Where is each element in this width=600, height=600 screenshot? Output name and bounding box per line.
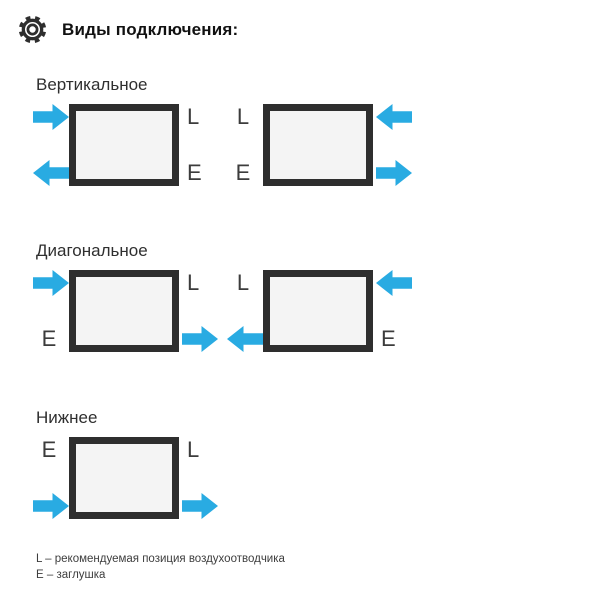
arrow-right-icon [182,326,218,352]
corner-bottom-left [29,326,69,352]
corner-bottom-right [373,326,413,352]
radiator-diagram-bottom [29,437,219,519]
arrow-right-icon [182,493,218,519]
corner-top-left [223,104,263,130]
legend [36,551,285,583]
arrow-left-icon [33,160,69,186]
corner-top-left [29,270,69,296]
arrow-left-icon [227,326,263,352]
radiator-body [69,104,179,186]
arrow-right-icon [376,160,412,186]
arrow-right-icon [33,270,69,296]
corner-bottom-left [29,160,69,186]
legend-line-air-vent: L – рекомендуемая позиция воздухоотводчика [36,553,285,565]
page-title: Виды подключения: [62,19,239,39]
arrow-right-icon [33,104,69,130]
corner-bottom-left [223,326,263,352]
plug-label: E [187,160,202,185]
radiator-diagram-diagonal-left [29,270,219,352]
radiator-body [69,270,179,352]
corner-bottom-right [179,493,219,519]
plug-label: E [235,160,251,185]
corner-top-left [223,270,263,296]
section-row-bottom [29,437,219,519]
corner-top-left [29,437,69,463]
radiator-diagram-vertical-left [29,104,219,186]
radiator-body [263,104,373,186]
corner-top-right [179,104,219,130]
corner-bottom-left [223,160,263,186]
gear-icon [16,13,49,46]
diagram-left-side [29,104,69,186]
corner-bottom-left [29,493,69,519]
corner-top-left [29,104,69,130]
legend-line-plug: E – заглушка [36,569,106,581]
corner-top-right [373,104,413,130]
plug-label: E [381,326,396,351]
plug-label: E [41,326,57,351]
section-title-bottom: Нижнее [36,408,98,427]
diagram-right-side [373,104,413,186]
air-vent-label: L [187,437,200,462]
air-vent-label: L [187,104,200,129]
corner-bottom-right [373,160,413,186]
radiator-diagram-diagonal-right [223,270,413,352]
plug-label: E [41,437,57,462]
arrow-right-icon [33,493,69,519]
diagram-left-side [223,270,263,352]
air-vent-label: L [187,270,200,295]
corner-top-right [179,270,219,296]
radiator-body [263,270,373,352]
corner-top-right [179,437,219,463]
header [16,13,238,46]
diagram-left-side [223,104,263,186]
air-vent-label: L [236,270,250,295]
diagram-right-side [179,437,219,519]
air-vent-label: L [236,104,250,129]
arrow-left-icon [376,270,412,296]
corner-bottom-right [179,326,219,352]
diagram-right-side [179,104,219,186]
section-title-diagonal: Диагональное [36,241,148,260]
arrow-left-icon [376,104,412,130]
diagram-left-side [29,437,69,519]
diagram-right-side [373,270,413,352]
diagram-left-side [29,270,69,352]
section-row-diagonal [29,270,413,352]
corner-bottom-right [179,160,219,186]
section-title-vertical: Вертикальное [36,75,148,94]
diagram-right-side [179,270,219,352]
section-row-vertical [29,104,413,186]
corner-top-right [373,270,413,296]
radiator-diagram-vertical-right [223,104,413,186]
radiator-body [69,437,179,519]
